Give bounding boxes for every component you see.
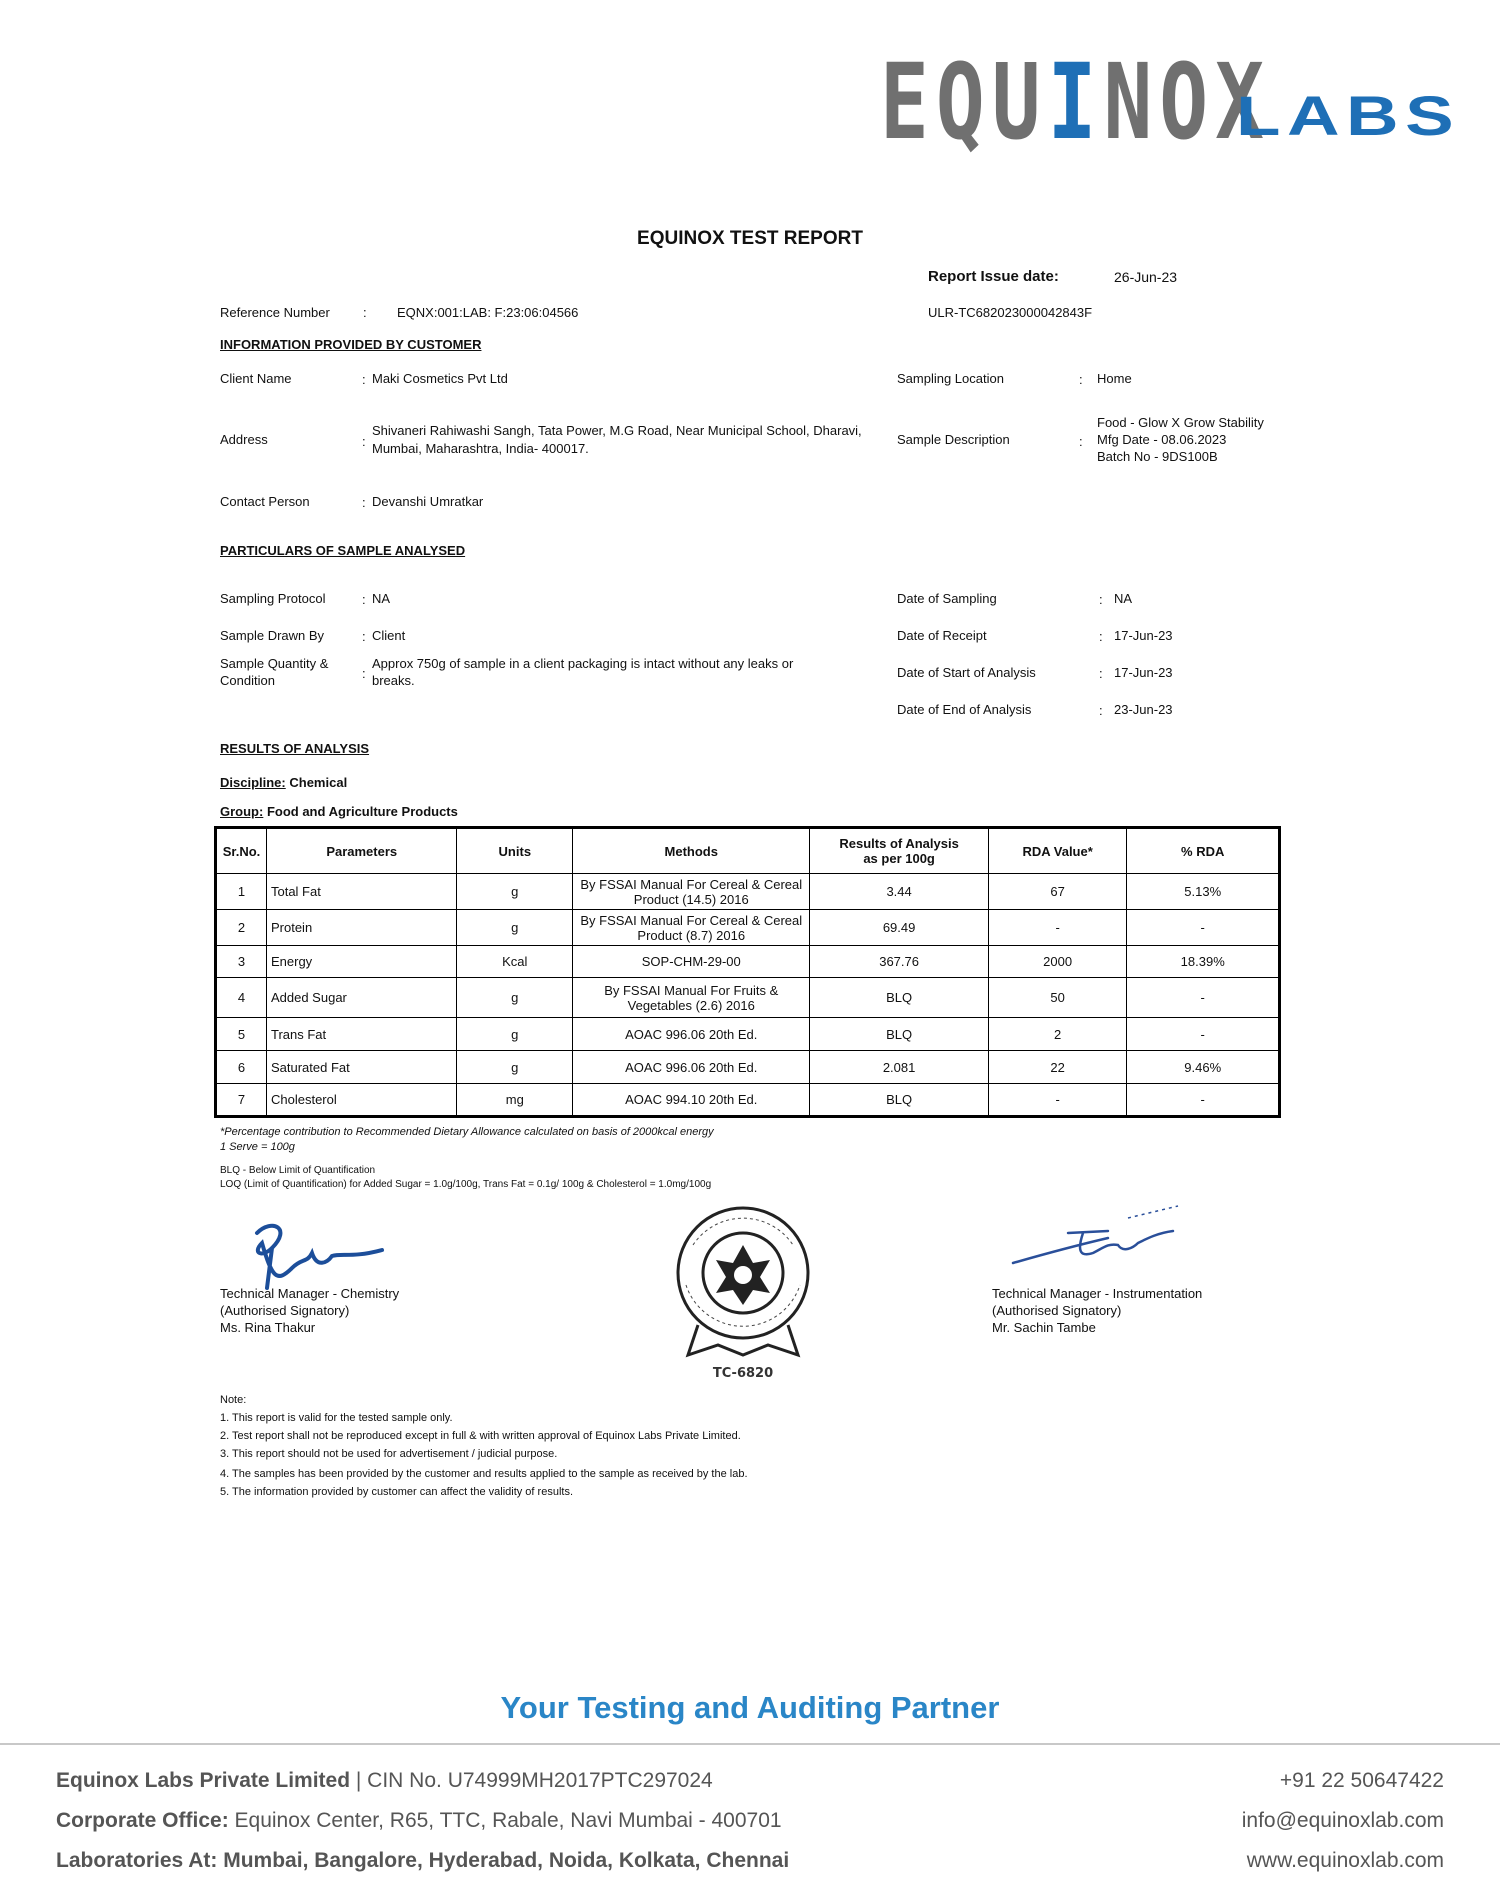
address-label: Address bbox=[220, 432, 268, 447]
cell-rda: 22 bbox=[988, 1051, 1127, 1084]
date-sampling-label: Date of Sampling bbox=[897, 591, 997, 606]
ulr-number: ULR-TC682023000042843F bbox=[928, 305, 1093, 320]
sample-description-label: Sample Description bbox=[897, 432, 1010, 447]
notes-heading: Note: bbox=[220, 1394, 247, 1406]
company-line: Equinox Labs Private Limited | CIN No. U74999MH2017PTC297024 bbox=[56, 1769, 713, 1792]
cell-result: 69.49 bbox=[810, 910, 988, 946]
address-line-1: Shivaneri Rahiwashi Sangh, Tata Power, M.G Road, Near Municipal School, Dharavi, bbox=[372, 423, 862, 438]
cell-rda: 2000 bbox=[988, 946, 1127, 978]
cell-sr: 6 bbox=[216, 1051, 267, 1084]
cell-unit: Kcal bbox=[457, 946, 573, 978]
issue-date: 26-Jun-23 bbox=[1114, 269, 1178, 285]
cell-pct: - bbox=[1127, 1084, 1280, 1117]
colon: : bbox=[363, 305, 367, 320]
date-start: 17-Jun-23 bbox=[1114, 665, 1173, 680]
particulars-heading: PARTICULARS OF SAMPLE ANALYSED bbox=[220, 543, 466, 558]
tagline: Your Testing and Auditing Partner bbox=[500, 1690, 1000, 1725]
colon: : bbox=[1099, 629, 1103, 644]
sampling-location-label: Sampling Location bbox=[897, 371, 1004, 386]
right-signatory-role: (Authorised Signatory) bbox=[992, 1303, 1122, 1318]
results-heading: RESULTS OF ANALYSIS bbox=[220, 741, 370, 756]
reference-label: Reference Number bbox=[220, 305, 330, 320]
date-receipt-label: Date of Receipt bbox=[897, 628, 987, 643]
date-end-label: Date of End of Analysis bbox=[897, 702, 1032, 717]
corporate-office: Corporate Office: Equinox Center, R65, TTC, Rabale, Navi Mumbai - 400701 bbox=[56, 1809, 782, 1832]
cell-rda: - bbox=[988, 910, 1127, 946]
colon: : bbox=[1099, 592, 1103, 607]
cell-param: Added Sugar bbox=[266, 978, 456, 1018]
note-item: 3. This report should not be used for advertisement / judicial purpose. bbox=[220, 1448, 558, 1460]
signature-left bbox=[232, 1208, 402, 1298]
cell-pct: 18.39% bbox=[1127, 946, 1280, 978]
client-name: Maki Cosmetics Pvt Ltd bbox=[372, 371, 508, 386]
quantity-label-line-2: Condition bbox=[220, 673, 275, 688]
right-signatory-name: Mr. Sachin Tambe bbox=[992, 1320, 1096, 1335]
cell-unit: g bbox=[457, 1051, 573, 1084]
cell-param: Trans Fat bbox=[266, 1018, 456, 1051]
colon: : bbox=[1099, 666, 1103, 681]
cell-pct: - bbox=[1127, 978, 1280, 1018]
table-row bbox=[216, 978, 1280, 1018]
colon: : bbox=[362, 666, 366, 681]
footnote-serve: 1 Serve = 100g bbox=[220, 1141, 295, 1153]
col-parameters: Parameters bbox=[266, 828, 456, 874]
cell-result: 2.081 bbox=[810, 1051, 988, 1084]
left-signatory-name: Ms. Rina Thakur bbox=[220, 1320, 316, 1335]
cell-method: By FSSAI Manual For Cereal & Cereal Product (14.5) 2016 bbox=[573, 874, 810, 910]
left-signatory-role: (Authorised Signatory) bbox=[220, 1303, 350, 1318]
website-link[interactable]: www.equinoxlab.com bbox=[1246, 1849, 1444, 1872]
cell-pct: - bbox=[1127, 1018, 1280, 1051]
date-receipt: 17-Jun-23 bbox=[1114, 628, 1173, 643]
colon: : bbox=[1079, 434, 1083, 449]
cell-param: Total Fat bbox=[266, 874, 456, 910]
blq-note: BLQ - Below Limit of Quantification bbox=[220, 1165, 376, 1176]
results-table bbox=[214, 826, 1281, 1118]
table-row bbox=[216, 1018, 1280, 1051]
cell-rda: 67 bbox=[988, 874, 1127, 910]
cell-method: SOP-CHM-29-00 bbox=[573, 946, 810, 978]
labs-logo: LABS bbox=[1236, 84, 1461, 147]
cell-result: 3.44 bbox=[810, 874, 988, 910]
quantity-label-line-1: Sample Quantity & bbox=[220, 656, 329, 671]
client-name-label: Client Name bbox=[220, 371, 292, 386]
protocol: NA bbox=[372, 591, 391, 606]
cell-method: AOAC 996.06 20th Ed. bbox=[573, 1018, 810, 1051]
footnote-rda: *Percentage contribution to Recommended Dietary Allowance calculated on basis of 2000kcal energy bbox=[220, 1126, 714, 1138]
cell-sr: 5 bbox=[216, 1018, 267, 1051]
quantity-line-2: breaks. bbox=[372, 673, 415, 688]
cell-sr: 7 bbox=[216, 1084, 267, 1117]
col-methods: Methods bbox=[573, 828, 810, 874]
date-end: 23-Jun-23 bbox=[1114, 702, 1173, 717]
cell-unit: g bbox=[457, 978, 573, 1018]
colon: : bbox=[1079, 372, 1083, 387]
protocol-label: Sampling Protocol bbox=[220, 591, 326, 606]
issue-date-label: Report Issue date: bbox=[928, 268, 1059, 285]
cell-sr: 4 bbox=[216, 978, 267, 1018]
cell-unit: g bbox=[457, 1018, 573, 1051]
cell-method: By FSSAI Manual For Fruits & Vegetables (2.6) 2016 bbox=[573, 978, 810, 1018]
col-units: Units bbox=[457, 828, 573, 874]
cell-method: AOAC 994.10 20th Ed. bbox=[573, 1084, 810, 1117]
cell-pct: - bbox=[1127, 910, 1280, 946]
customer-heading: INFORMATION PROVIDED BY CUSTOMER bbox=[220, 337, 482, 352]
cell-param: Protein bbox=[266, 910, 456, 946]
table-row bbox=[216, 1051, 1280, 1084]
signature-right bbox=[1008, 1203, 1188, 1283]
phone-number[interactable]: +91 22 50647422 bbox=[1279, 1769, 1444, 1792]
note-item: 4. The samples has been provided by the customer and results applied to the sample as received by the lab. bbox=[220, 1468, 748, 1480]
colon: : bbox=[1099, 703, 1103, 718]
laboratories: Laboratories At: Mumbai, Bangalore, Hyderabad, Noida, Kolkata, Chennai bbox=[56, 1849, 790, 1872]
cell-sr: 1 bbox=[216, 874, 267, 910]
col-results: Results of Analysis as per 100g bbox=[810, 828, 988, 874]
loq-note: LOQ (Limit of Quantification) for Added Sugar = 1.0g/100g, Trans Fat = 0.1g/ 100g & Cholesterol = 1.0mg/100g bbox=[220, 1179, 712, 1190]
discipline: Discipline: Chemical bbox=[220, 775, 348, 790]
cell-pct: 5.13% bbox=[1127, 874, 1280, 910]
colon: : bbox=[362, 434, 366, 449]
cell-param: Saturated Fat bbox=[266, 1051, 456, 1084]
date-sampling: NA bbox=[1114, 591, 1133, 606]
cell-method: By FSSAI Manual For Cereal & Cereal Product (8.7) 2016 bbox=[573, 910, 810, 946]
accreditation-stamp bbox=[668, 1205, 818, 1385]
cell-sr: 2 bbox=[216, 910, 267, 946]
right-signatory-title: Technical Manager - Instrumentation bbox=[992, 1286, 1203, 1301]
note-item: 1. This report is valid for the tested sample only. bbox=[220, 1412, 453, 1424]
drawn-by-label: Sample Drawn By bbox=[220, 628, 325, 643]
note-item: 2. Test report shall not be reproduced except in full & with written approval of Equinox Labs Private Limited. bbox=[220, 1430, 741, 1442]
cell-pct: 9.46% bbox=[1127, 1051, 1280, 1084]
stamp-code: TC-6820 bbox=[712, 1366, 774, 1381]
cell-method: AOAC 996.06 20th Ed. bbox=[573, 1051, 810, 1084]
email-link[interactable]: info@equinoxlab.com bbox=[1241, 1809, 1444, 1832]
contact-person: Devanshi Umratkar bbox=[372, 494, 484, 509]
contact-label: Contact Person bbox=[220, 494, 310, 509]
table-row bbox=[216, 946, 1280, 978]
cell-sr: 3 bbox=[216, 946, 267, 978]
cell-rda: 2 bbox=[988, 1018, 1127, 1051]
address-line-2: Mumbai, Maharashtra, India- 400017. bbox=[372, 441, 589, 456]
cell-rda: 50 bbox=[988, 978, 1127, 1018]
equinox-logo: EQUINOX bbox=[880, 41, 1272, 163]
colon: : bbox=[362, 495, 366, 510]
col-rda: RDA Value* bbox=[988, 828, 1127, 874]
sample-description-line-3: Batch No - 9DS100B bbox=[1097, 449, 1218, 464]
reference-number: EQNX:001:LAB: F:23:06:04566 bbox=[397, 305, 579, 320]
cell-unit: mg bbox=[457, 1084, 573, 1117]
col-pct-rda: % RDA bbox=[1127, 828, 1280, 874]
table-row bbox=[216, 910, 1280, 946]
cell-result: BLQ bbox=[810, 1018, 988, 1051]
cell-result: BLQ bbox=[810, 978, 988, 1018]
cell-rda: - bbox=[988, 1084, 1127, 1117]
col-srno: Sr.No. bbox=[216, 828, 267, 874]
date-start-label: Date of Start of Analysis bbox=[897, 665, 1036, 680]
colon: : bbox=[362, 372, 366, 387]
drawn-by: Client bbox=[372, 628, 406, 643]
sampling-location: Home bbox=[1097, 371, 1132, 386]
table-header-row bbox=[216, 828, 1280, 874]
group: Group: Food and Agriculture Products bbox=[220, 804, 458, 819]
cell-param: Energy bbox=[266, 946, 456, 978]
cell-unit: g bbox=[457, 874, 573, 910]
colon: : bbox=[362, 629, 366, 644]
left-signatory-title: Technical Manager - Chemistry bbox=[220, 1286, 400, 1301]
table-row bbox=[216, 874, 1280, 910]
table-row bbox=[216, 1084, 1280, 1117]
cell-unit: g bbox=[457, 910, 573, 946]
cell-param: Cholesterol bbox=[266, 1084, 456, 1117]
note-item: 5. The information provided by customer can affect the validity of results. bbox=[220, 1486, 573, 1498]
sample-description-line-2: Mfg Date - 08.06.2023 bbox=[1097, 432, 1227, 447]
colon: : bbox=[362, 592, 366, 607]
footer-divider bbox=[0, 1743, 1500, 1745]
report-title: EQUINOX TEST REPORT bbox=[637, 228, 863, 249]
cell-result: BLQ bbox=[810, 1084, 988, 1117]
cell-result: 367.76 bbox=[810, 946, 988, 978]
quantity-line-1: Approx 750g of sample in a client packaging is intact without any leaks or bbox=[372, 656, 794, 671]
sample-description-line-1: Food - Glow X Grow Stability bbox=[1097, 415, 1264, 430]
